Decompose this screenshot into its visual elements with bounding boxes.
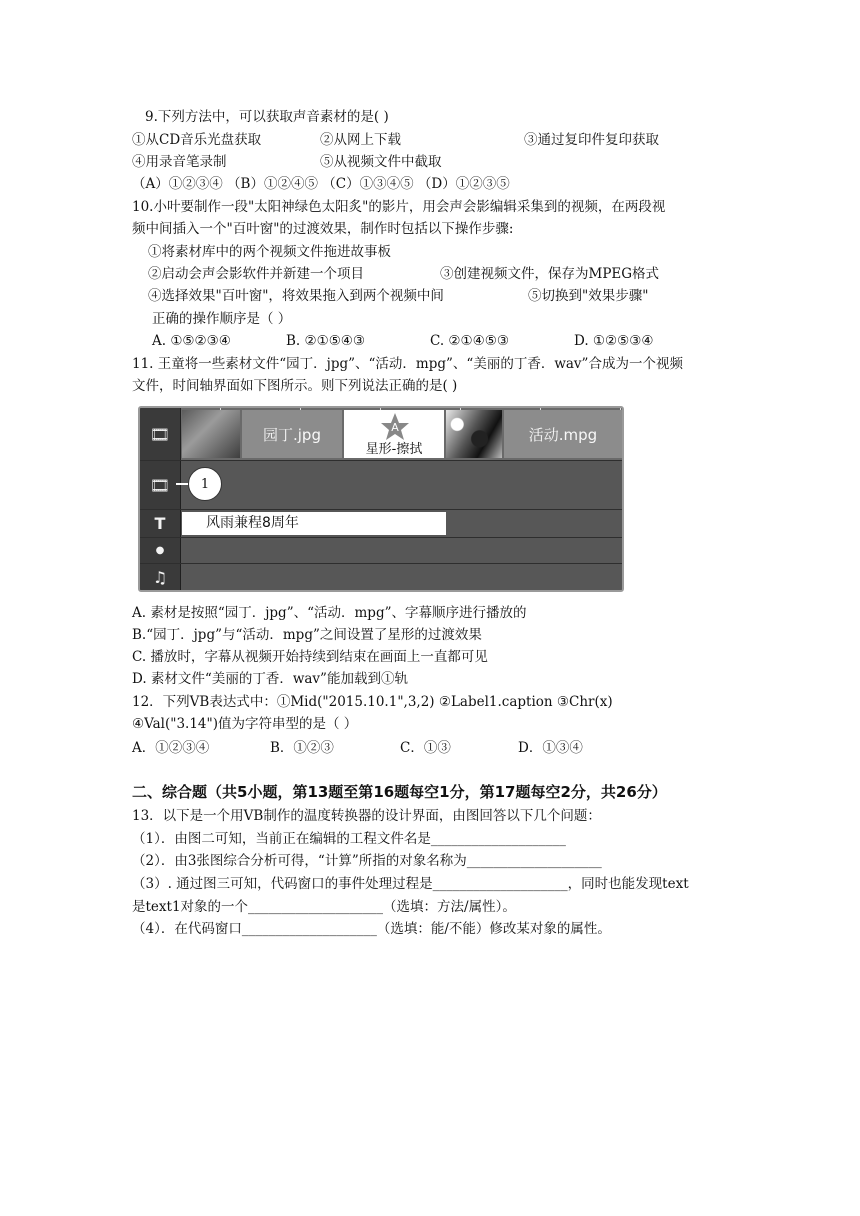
q11-option-c: C. 播放时，字幕从视频开始持续到结束在画面上一直都可见 bbox=[132, 649, 488, 665]
q11-stem-line1: 11. 王童将一些素材文件“园丁．jpg”、“活动．mpg”、“美丽的丁香．wav”合成为一个视频 bbox=[132, 356, 683, 372]
q10-order: 正确的操作顺序是（ ） bbox=[152, 311, 292, 327]
q11-option-b: B.“园丁．jpg”与“活动．mpg”之间设置了星形的过渡效果 bbox=[132, 627, 482, 643]
q9-option-5: ⑤从视频文件中截取 bbox=[320, 154, 442, 170]
overlay-track-icon: 🎞 bbox=[140, 461, 181, 509]
voice-track bbox=[140, 538, 622, 564]
overlay-track bbox=[140, 461, 622, 510]
q11-option-a: A. 素材是按照“园丁．jpg”、“活动．mpg”、字幕顺序进行播放的 bbox=[132, 605, 527, 621]
video-track bbox=[140, 408, 622, 461]
section-2-heading: 二、综合题（共5小题，第13题至第16题每空1分，第17题每空2分，共26分） bbox=[132, 783, 667, 801]
clip-thumbnail-2 bbox=[446, 410, 502, 458]
q10-step-1: ①将素材库中的两个视频文件拖进故事板 bbox=[148, 244, 391, 260]
q10-choice-a: A. ①⑤②③④ bbox=[152, 333, 231, 349]
q13-stem: 13．以下是一个用VB制作的温度转换器的设计界面，由图回答以下几个问题： bbox=[132, 808, 601, 824]
title-track bbox=[140, 510, 622, 538]
q13-sub3-line2: 是text1对象的一个____________________（选填：方法/属性）。 bbox=[132, 899, 516, 915]
q11-stem-line2: 文件，时间轴界面如下图所示。则下列说法正确的是( ) bbox=[132, 378, 458, 394]
q9-option-2: ②从网上下载 bbox=[320, 132, 401, 148]
q10-stem-line2: 频中间插入一个"百叶窗"的过渡效果，制作时包括以下操作步骤: bbox=[132, 221, 514, 237]
subtitle-clip: 风雨兼程8周年 bbox=[182, 512, 446, 535]
clip-thumbnail-1 bbox=[182, 410, 240, 458]
q9-choices: （A）①②③④ （B）①②④⑤ （C）①③④⑤ （D）①②③⑤ bbox=[132, 176, 510, 192]
q13-sub4: （4）．在代码窗口____________________（选填：能/不能）修改某对象的属性。 bbox=[132, 921, 611, 937]
q12-choice-a: A．①②③④ bbox=[132, 740, 210, 756]
q10-stem-line1: 10.小叶要制作一段"太阳神绿色太阳炙"的影片，用会声会影编辑采集到的视频，在两段视 bbox=[132, 199, 666, 215]
clip-huodong-mpg: 活动.mpg bbox=[504, 410, 622, 458]
q12-choice-b: B．①②③ bbox=[270, 740, 334, 756]
music-track bbox=[140, 564, 622, 590]
q9-option-3: ③通过复印件复印获取 bbox=[524, 132, 659, 148]
q10-choice-c: C. ②①④⑤③ bbox=[430, 333, 509, 349]
q10-choice-d: D. ①②⑤③④ bbox=[574, 333, 654, 349]
q10-choice-b: B. ②①⑤④③ bbox=[286, 333, 366, 349]
q13-sub1: （1）．由图二可知，当前正在编辑的工程文件名是____________________ bbox=[132, 831, 566, 847]
q10-step-4: ④选择效果"百叶窗"，将效果拖入到两个视频中间 bbox=[148, 288, 444, 304]
transition-star-wipe bbox=[344, 410, 444, 458]
q10-step-5: ⑤切换到"效果步骤" bbox=[528, 288, 649, 304]
q9-option-1: ①从CD音乐光盘获取 bbox=[132, 132, 262, 148]
video-track-icon: 🎞 bbox=[140, 408, 181, 460]
q12-choice-d: D．①③④ bbox=[518, 740, 583, 756]
title-track-icon: T bbox=[140, 510, 181, 537]
clip-yuanding-jpg: 园丁.jpg bbox=[242, 410, 342, 458]
q9-stem: 9.下列方法中，可以获取声音素材的是( ) bbox=[145, 109, 389, 125]
q12-stem-line2: ④Val("3.14")值为字符串型的是（ ） bbox=[132, 716, 358, 732]
track-marker-1: 1 bbox=[188, 467, 222, 501]
q11-option-d: D. 素材文件“美丽的丁香．wav”能加载到①轨 bbox=[132, 671, 408, 687]
voice-track-icon: ● bbox=[140, 538, 181, 563]
transition-letter: A bbox=[391, 421, 399, 434]
q12-choice-c: C．①③ bbox=[400, 740, 451, 756]
q10-step-3: ③创建视频文件，保存为MPEG格式 bbox=[440, 266, 660, 282]
transition-label: 星形-擦拭 bbox=[365, 442, 423, 457]
q9-option-4: ④用录音笔录制 bbox=[132, 154, 227, 170]
q10-step-2: ②启动会声会影软件并新建一个项目 bbox=[148, 266, 364, 282]
music-track-icon: ♫ bbox=[140, 564, 181, 590]
timeline-figure bbox=[138, 406, 624, 592]
q13-sub3-line1: （3）. 通过图三可知，代码窗口的事件处理过程是____________________，同时也能发现text bbox=[132, 876, 689, 892]
q12-stem-line1: 12．下列VB表达式中：①Mid("2015.10.1",3,2) ②Label1.caption ③Chr(x) bbox=[132, 694, 613, 710]
q13-sub2: （2）．由3张图综合分析可得，“计算”所指的对象名称为____________________ bbox=[132, 853, 602, 869]
